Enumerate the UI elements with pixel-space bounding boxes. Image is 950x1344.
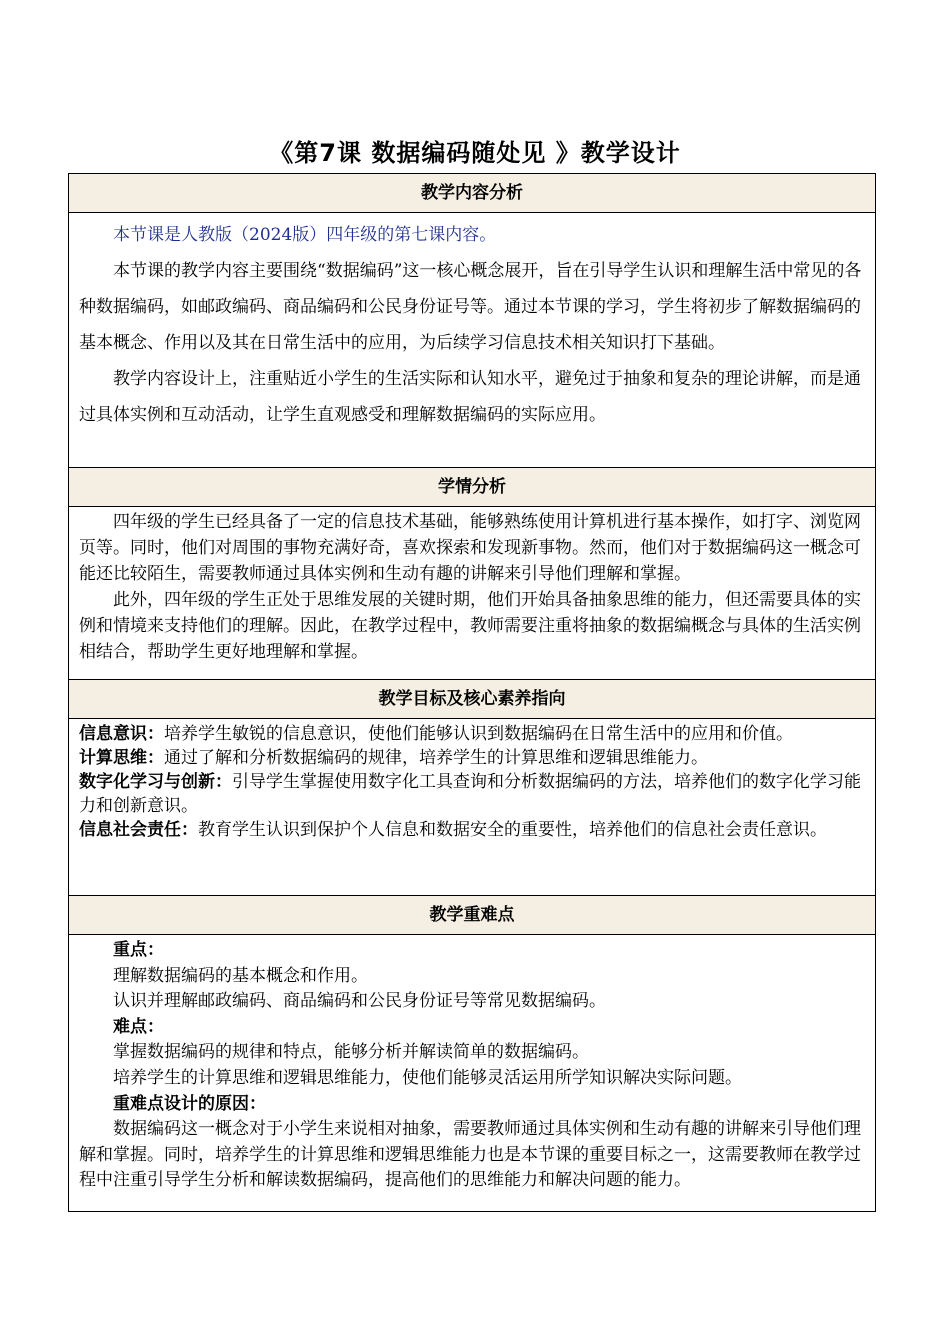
objective-text: 引导学生掌握使用数字化工具查询和分析数据编码的方法，培养他们的数字化学习能力和创新意识。 — [79, 772, 861, 816]
content-paragraph-1: 本节课的教学内容主要围绕“数据编码”这一核心概念展开，旨在引导学生认识和理解生活中常见的各种数据编码，如邮政编码、商品编码和公民身份证号等。通过本节课的学习，学生将初步了解数据编码的基本概念、作用以及其在日常生活中的应用，为后续学习信息技术相关知识打下基础。 — [79, 261, 862, 353]
section-body-key-points — [69, 935, 875, 1211]
focus-label: 重点： — [113, 940, 164, 960]
section-header-content-analysis: 教学内容分析 — [69, 174, 875, 213]
objective-label: 信息社会责任： — [79, 820, 198, 840]
lesson-plan-table — [68, 173, 876, 1212]
section-content-analysis — [69, 174, 875, 468]
objective-item — [79, 746, 865, 770]
section-body-objectives — [69, 719, 875, 895]
page-title: 《第7课 数据编码随处见 》教学设计 — [269, 139, 681, 167]
focus-item-2: 认识并理解邮政编码、商品编码和公民身份证号等常见数据编码。 — [113, 991, 606, 1012]
focus-item-1: 理解数据编码的基本概念和作用。 — [113, 965, 368, 986]
section-objectives — [69, 680, 875, 896]
objective-item — [79, 818, 865, 842]
difficulty-label: 难点： — [113, 1016, 164, 1037]
student-paragraph-1: 四年级的学生已经具备了一定的信息技术基础，能够熟练使用计算机进行基本操作，如打字、浏览网页等。同时，他们对周围的事物充满好奇，喜欢探索和发现新事物。然而，他们对于数据编码这一概念可能还比较陌生，需要教师通过具体实例和生动有趣的讲解来引导他们理解和掌握。 — [79, 512, 861, 584]
objective-item — [79, 770, 865, 818]
objective-text: 教育学生认识到保护个人信息和数据安全的重要性，培养他们的信息社会责任意识。 — [198, 820, 827, 840]
section-header-objectives: 教学目标及核心素养指向 — [69, 680, 875, 719]
student-paragraph-2: 此外，四年级的学生正处于思维发展的关键时期，他们开始具备抽象思维的能力，但还需要具体的实例和情境来支持他们的理解。因此，在教学过程中，教师需要注重将抽象的数据编概念与具体的生活实例相结合，帮助学生更好地理解和掌握。 — [79, 590, 861, 662]
difficulty-item-2: 培养学生的计算思维和逻辑思维能力，使他们能够灵活运用所学知识解决实际问题。 — [113, 1067, 742, 1088]
intro-paragraph: 本节课是人教版（2024版）四年级的第七课内容。 — [113, 225, 497, 245]
section-student-analysis — [69, 468, 875, 680]
objective-text: 培养学生敏锐的信息意识，使他们能够认识到数据编码在日常生活中的应用和价值。 — [164, 724, 793, 744]
section-header-student-analysis: 学情分析 — [69, 468, 875, 507]
objective-label: 数字化学习与创新： — [79, 772, 232, 792]
section-header-key-points: 教学重难点 — [69, 896, 875, 935]
difficulty-item-1: 掌握数据编码的规律和特点，能够分析并解读简单的数据编码。 — [113, 1042, 589, 1063]
section-body-student-analysis — [69, 507, 875, 679]
reason-text: 数据编码这一概念对于小学生来说相对抽象，需要教师通过具体实例和生动有趣的讲解来引导他们理解和掌握。同时，培养学生的计算思维和逻辑思维能力也是本节课的重要目标之一，这需要教师在教学过程中注重引导学生分析和解读数据编码，提高他们的思维能力和解决问题的能力。 — [79, 1119, 861, 1191]
objective-text: 通过了解和分析数据编码的规律，培养学生的计算思维和逻辑思维能力。 — [164, 748, 708, 768]
section-key-points — [69, 896, 875, 1211]
content-paragraph-2: 教学内容设计上，注重贴近小学生的生活实际和认知水平，避免过于抽象和复杂的理论讲解，而是通过具体实例和互动活动，让学生直观感受和理解数据编码的实际应用。 — [79, 369, 861, 425]
section-body-content-analysis — [69, 213, 875, 467]
objective-label: 计算思维： — [79, 748, 164, 768]
reason-label: 重难点设计的原因： — [113, 1093, 266, 1114]
objective-label: 信息意识： — [79, 724, 164, 744]
objective-item — [79, 722, 865, 746]
